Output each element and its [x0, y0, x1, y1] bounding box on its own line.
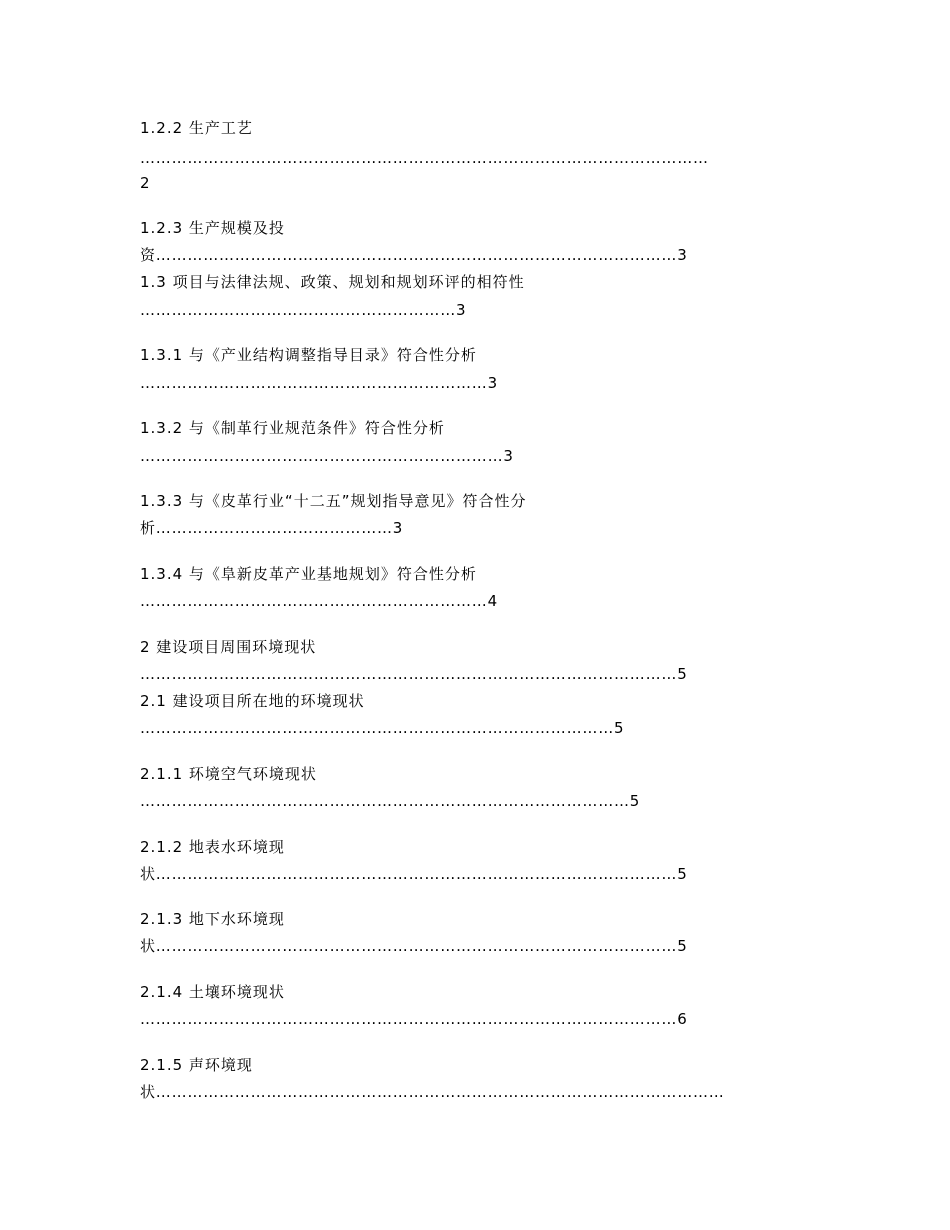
toc-entry-1-2-3-leader: 资………………………………………………………………………………………3 [140, 246, 688, 264]
toc-entry-2-title: 2 建设项目周围环境现状 [140, 638, 317, 656]
toc-entry-2-1-5-title: 2.1.5 声环境现 [140, 1056, 253, 1074]
toc-entry-2-1-1-leader: …………………………………………………………………………………5 [140, 792, 641, 810]
toc-entry-1-3-4-leader: …………………………………………………………4 [140, 592, 498, 610]
toc-entry-1-2-2-title: 1.2.2 生产工艺 [140, 119, 253, 137]
toc-entry-2-1-2-title: 2.1.2 地表水环境现 [140, 838, 285, 856]
toc-entry-1-3-2-leader: ……………………………………………………………3 [140, 447, 514, 465]
toc-entry-2-1-title: 2.1 建设项目所在地的环境现状 [140, 692, 365, 710]
toc-entry-2-1-1-title: 2.1.1 环境空气环境现状 [140, 765, 317, 783]
toc-entry-1-3-4-title: 1.3.4 与《阜新皮革产业基地规划》符合性分析 [140, 565, 477, 583]
toc-entry-1-2-2-leader: ……………………………………………………………………………………………… [140, 149, 709, 167]
toc-entry-1-3-3-leader: 析………………………………………3 [140, 519, 404, 537]
toc-entry-1-3-title: 1.3 项目与法律法规、政策、规划和规划环评的相符性 [140, 273, 525, 291]
toc-entry-2-1-leader: ………………………………………………………………………………5 [140, 719, 625, 737]
toc-entry-1-2-3-title: 1.2.3 生产规模及投 [140, 219, 285, 237]
toc-entry-2-1-4-leader: …………………………………………………………………………………………6 [140, 1010, 688, 1028]
toc-entry-1-3-1-title: 1.3.1 与《产业结构调整指导目录》符合性分析 [140, 346, 477, 364]
toc-entry-2-1-3-title: 2.1.3 地下水环境现 [140, 910, 285, 928]
toc-entry-2-1-3-leader: 状………………………………………………………………………………………5 [140, 937, 688, 955]
toc-entry-1-3-leader: ……………………………………………………3 [140, 301, 467, 319]
toc-entry-2-1-5-leader: 状……………………………………………………………………………………………… [140, 1083, 725, 1101]
toc-entry-1-3-1-leader: …………………………………………………………3 [140, 374, 498, 392]
toc-entry-2-leader: …………………………………………………………………………………………5 [140, 665, 688, 683]
toc-entry-1-3-3-title: 1.3.3 与《皮革行业“十二五”规划指导意见》符合性分 [140, 492, 527, 510]
toc-entry-2-1-4-title: 2.1.4 土壤环境现状 [140, 983, 285, 1001]
toc-entry-2-1-2-leader: 状………………………………………………………………………………………5 [140, 865, 688, 883]
toc-entry-1-2-2-page: 2 [140, 174, 151, 192]
toc-entry-1-3-2-title: 1.3.2 与《制革行业规范条件》符合性分析 [140, 419, 445, 437]
